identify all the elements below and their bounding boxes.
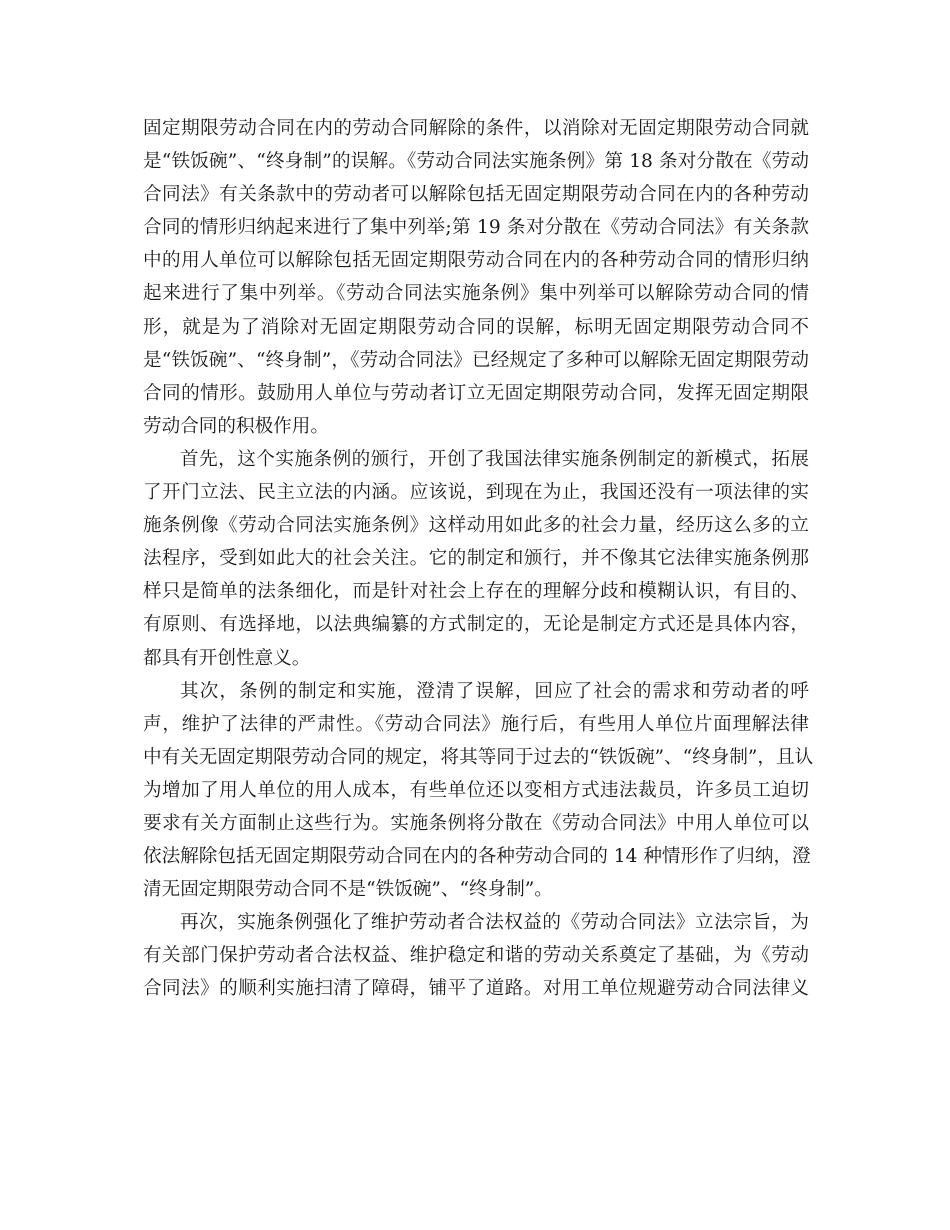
text-line: 是“铁饭碗”、“终身制”，《劳动合同法》已经规定了多种可以解除无固定期限劳动 (143, 349, 809, 371)
paragraph-first-line: 首先，这个实施条例的颁行，开创了我国法律实施条例制定的新模式，拓展 (180, 448, 809, 470)
text-line: 合同的情形。鼓励用人单位与劳动者订立无固定期限劳动合同，发挥无固定期限 (143, 382, 809, 404)
text-line: 形，就是为了消除对无固定期限劳动合同的误解，标明无固定期限劳动合同不 (143, 316, 809, 338)
text-line: 清无固定期限劳动合同不是“铁饭碗”、“终身制”。 (143, 879, 553, 901)
text-line: 合同的情形归纳起来进行了集中列举;第 19 条对分散在《劳动合同法》有关条款 (143, 217, 809, 239)
text-line: 有关部门保护劳动者合法权益、维护稳定和谐的劳动关系奠定了基础，为《劳动 (143, 945, 809, 967)
text-line: 劳动合同的积极作用。 (143, 415, 329, 437)
text-line: 声，维护了法律的严肃性。《劳动合同法》施行后，有些用人单位片面理解法律 (143, 713, 809, 735)
paragraph-first-line: 其次，条例的制定和实施，澄清了误解，回应了社会的需求和劳动者的呼 (180, 680, 809, 702)
text-line: 为增加了用人单位的用人成本，有些单位还以变相方式违法裁员，许多员工迫切 (143, 779, 809, 801)
text-line: 有原则、有选择地，以法典编纂的方式制定的，无论是制定方式还是具体内容， (143, 614, 809, 636)
text-line: 合同法》的顺利实施扫清了障碍，铺平了道路。对用工单位规避劳动合同法律义 (143, 978, 809, 1000)
text-line: 要求有关方面制止这些行为。实施条例将分散在《劳动合同法》中用人单位可以 (143, 812, 809, 834)
text-line: 样只是简单的法条细化，而是针对社会上存在的理解分歧和模糊认识，有目的、 (143, 581, 809, 603)
text-line: 起来进行了集中列举。《劳动合同法实施条例》集中列举可以解除劳动合同的情 (143, 283, 809, 305)
text-line: 中的用人单位可以解除包括无固定期限劳动合同在内的各种劳动合同的情形归纳 (143, 250, 809, 272)
text-line: 都具有开创性意义。 (143, 647, 311, 669)
paragraph-first-line: 再次，实施条例强化了维护劳动者合法权益的《劳动合同法》立法宗旨，为 (180, 912, 809, 934)
text-line: 法程序，受到如此大的社会关注。它的制定和颁行，并不像其它法律实施条例那 (143, 548, 809, 570)
text-line: 中有关无固定期限劳动合同的规定，将其等同于过去的“铁饭碗”、“终身制”，且认 (143, 746, 814, 768)
text-line: 合同法》有关条款中的劳动者可以解除包括无固定期限劳动合同在内的各种劳动 (143, 184, 809, 206)
document-body (143, 112, 814, 1006)
text-line: 施条例像《劳动合同法实施条例》这样动用如此多的社会力量，经历这么多的立 (143, 515, 809, 537)
text-line: 是“铁饭碗”、“终身制”的误解。《劳动合同法实施条例》第 18 条对分散在《劳动 (143, 151, 809, 173)
text-line: 依法解除包括无固定期限劳动合同在内的各种劳动合同的 14 种情形作了归纳，澄 (143, 846, 811, 868)
text-line: 固定期限劳动合同在内的劳动合同解除的条件，以消除对无固定期限劳动合同就 (143, 118, 809, 139)
text-line: 了开门立法、民主立法的内涵。应该说，到现在为止，我国还没有一项法律的实 (143, 482, 809, 504)
